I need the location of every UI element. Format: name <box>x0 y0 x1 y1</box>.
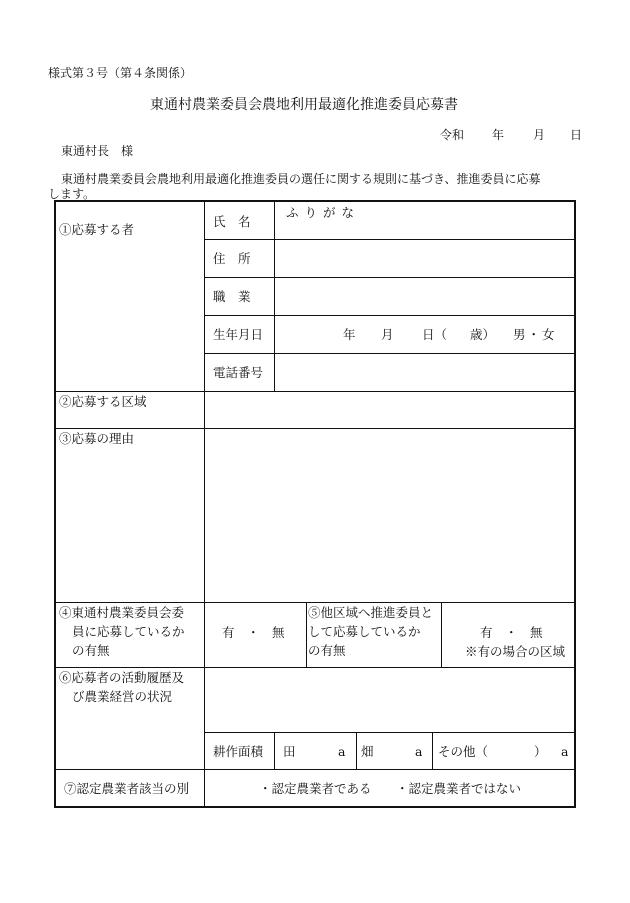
upland-field-label: 畑 <box>361 744 374 759</box>
reason-label: ③応募の理由 <box>59 431 135 446</box>
form-number: 様式第３号（第４条関係） <box>48 66 193 80</box>
date-era: 令和 <box>440 128 465 142</box>
area-field[interactable] <box>205 392 575 428</box>
committee-application-label-1: ④東通村農業委員会委 <box>59 605 185 620</box>
birthdate-day: 日（ <box>422 327 448 342</box>
other-field-label: その他（ <box>438 744 489 759</box>
upland-field-unit: a <box>415 744 423 759</box>
committee-application-label-2: 員に応募しているか <box>72 624 185 639</box>
other-area-note: ※有の場合の区域 <box>465 644 566 659</box>
other-area-label-1: ⑤他区域へ推進委員と <box>308 605 434 620</box>
phone-label: 電話番号 <box>213 365 264 380</box>
applicant-label: ①応募する者 <box>59 222 135 237</box>
other-area-label-3: の有無 <box>308 643 346 658</box>
area-label: ②応募する区域 <box>59 394 147 409</box>
other-field-unit: a <box>561 744 569 759</box>
document-title: 東通村農業委員会農地利用最適化推進委員応募書 <box>150 97 458 113</box>
occupation-label: 職 業 <box>213 289 251 304</box>
date-day: 日 <box>570 128 583 142</box>
date-year: 年 <box>492 128 505 142</box>
gender-choice[interactable]: 男・女 <box>513 327 557 342</box>
activity-history-label-2: び農業経営の状況 <box>72 689 173 704</box>
committee-application-choice[interactable]: 有 ・ 無 <box>222 625 285 640</box>
application-form-table <box>54 200 576 808</box>
committee-application-label-3: の有無 <box>72 643 110 658</box>
rice-field-label: 田 <box>283 744 296 759</box>
other-area-choice[interactable]: 有 ・ 無 <box>480 625 543 640</box>
birthdate-year: 年 <box>343 327 356 342</box>
rice-field-unit: a <box>338 744 346 759</box>
furigana-label: ふりがな <box>286 205 361 220</box>
certified-farmer-yes[interactable]: ・認定農業者である <box>259 781 372 796</box>
date-month: 月 <box>533 128 546 142</box>
occupation-field[interactable] <box>275 278 575 315</box>
intro-line-1: 東通村農業委員会農地利用最適化推進委員の選任に関する規則に基づき、推進委員に応募 <box>61 172 541 186</box>
activity-history-label-1: ⑥応募者の活動履歴及 <box>59 670 185 685</box>
address-field[interactable] <box>275 240 575 277</box>
certified-farmer-no[interactable]: ・認定農業者ではない <box>396 781 522 796</box>
phone-field[interactable] <box>275 354 575 391</box>
name-field[interactable] <box>275 215 575 239</box>
other-area-label-2: して応募しているか <box>308 624 421 639</box>
address-label: 住 所 <box>213 251 251 266</box>
reason-field[interactable] <box>205 429 575 602</box>
birthdate-month: 月 <box>381 327 394 342</box>
activity-history-field[interactable] <box>205 668 575 732</box>
intro-line-2: します。 <box>48 187 96 201</box>
certified-farmer-label: ⑦認定農業者該当の別 <box>64 781 190 796</box>
name-label: 氏 名 <box>213 214 251 229</box>
birthdate-label: 生年月日 <box>213 327 264 342</box>
addressee: 東通村長 様 <box>61 144 134 158</box>
other-field-close: ） <box>534 744 547 759</box>
birthdate-age: 歳） <box>470 327 496 342</box>
cultivated-area-label: 耕作面積 <box>213 744 264 759</box>
